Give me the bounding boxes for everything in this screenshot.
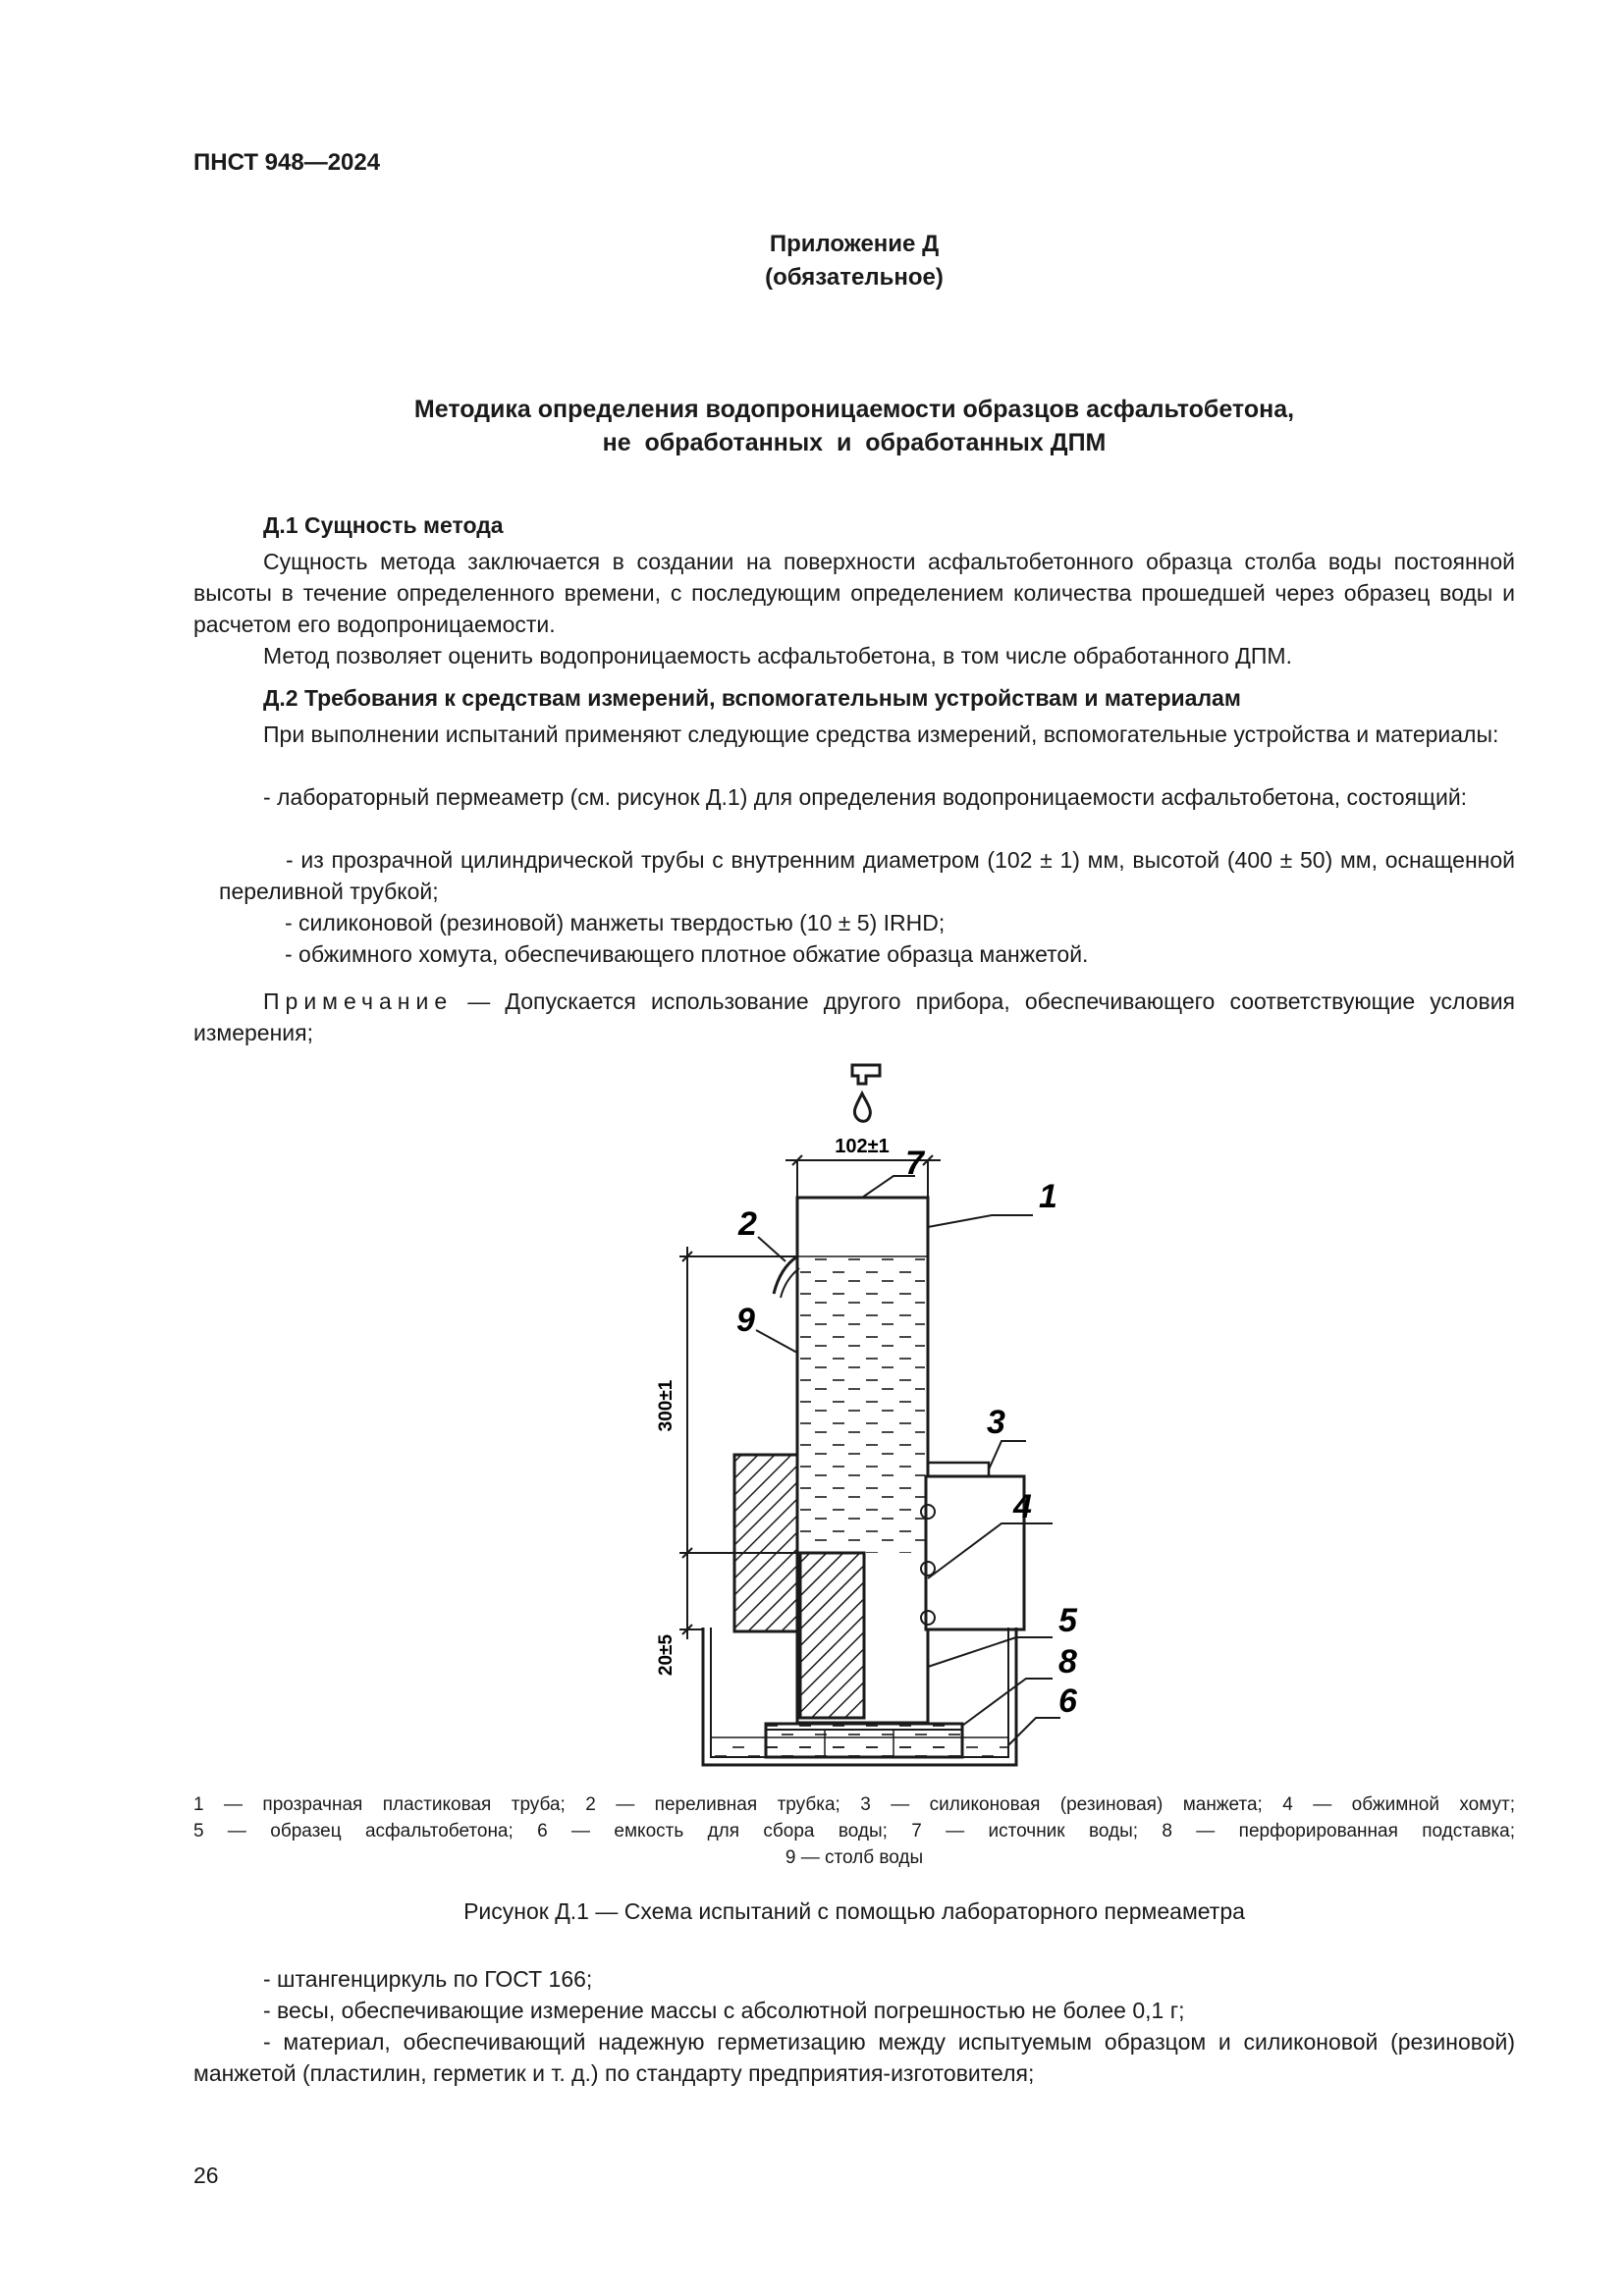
section-2-heading: Д.2 Требования к средствам измерений, вспомогательным устройствам и материалам — [263, 685, 1241, 711]
permeameter-diagram — [628, 1050, 1100, 1777]
legend-line-1: 1 — прозрачная пластиковая труба; 2 — переливная трубка; 3 — силиконовая (резиновая) манжета; 4 — обжимной хомут; — [193, 1794, 1515, 1815]
section-2-p1-text: При выполнении испытаний применяют следующие средства измерений, вспомогательные устройства и материалы: — [263, 721, 1499, 747]
sub-item-cuff: - силиконовой (резиновой) манжеты твердостью (10 ± 5) IRHD; — [285, 910, 946, 935]
permeameter-item-text: - лабораторный пермеаметр (см. рисунок Д.1) для определения водопроницаемости асфальтобетона, состоящий: — [263, 784, 1468, 810]
section-1-p1-text: Сущность метода заключается в создании на поверхности асфальтобетонного образца столба воды постоянной высоты в течение определенного времени, с последующим определением количества прошедшей через образец воды и расчетом его водопроницаемости. — [193, 549, 1515, 637]
asphalt-sample — [800, 1553, 864, 1718]
note — [193, 986, 1515, 1048]
list-item-caliper: - штангенциркуль по ГОСТ 166; — [263, 1966, 593, 1992]
section-1-paragraph-2 — [193, 640, 1515, 671]
water-source-icon — [852, 1065, 880, 1121]
method-title-line2: не обработанных и обработанных ДПМ — [602, 429, 1107, 456]
label-6: 6 — [1058, 1682, 1077, 1720]
legend-line-3: 9 — столб воды — [785, 1847, 924, 1868]
list-item-material — [193, 2026, 1515, 2089]
sub-item-tube: - из прозрачной цилиндрической трубы с внутренним диаметром (102 ± 1) мм, высотой (400 ± 50) мм, оснащенной переливной трубкой; — [219, 847, 1515, 904]
note-text: — Допускается использование другого прибора, обеспечивающего соответствующие условия измерения; — [193, 988, 1515, 1045]
section-1-heading: Д.1 Сущность метода — [263, 512, 504, 538]
label-8: 8 — [1058, 1643, 1077, 1681]
permeameter-item — [193, 781, 1515, 813]
method-title — [193, 393, 1515, 459]
list-item-scales: - весы, обеспечивающие измерение массы с абсолютной погрешностью не более 0,1 г; — [263, 1998, 1185, 2023]
figure-legend — [193, 1791, 1515, 1871]
overflow-tube — [774, 1256, 797, 1294]
label-3: 3 — [987, 1404, 1005, 1441]
sub-item-clamp: - обжимного хомута, обеспечивающего плотное обжатие образца манжетой. — [285, 941, 1089, 967]
label-4: 4 — [1013, 1488, 1032, 1525]
diameter-label: 102±1 — [835, 1136, 890, 1157]
height-label: 300±1 — [656, 1379, 677, 1432]
section-1-paragraph-1 — [193, 546, 1515, 640]
label-7: 7 — [905, 1145, 924, 1182]
water-column — [800, 1256, 925, 1553]
annex-status: (обязательное) — [765, 264, 944, 291]
annex-title: Приложение Д — [769, 231, 940, 257]
annex-heading — [193, 228, 1515, 294]
clamp — [926, 1476, 1024, 1629]
label-9: 9 — [736, 1302, 755, 1339]
label-2: 2 — [738, 1205, 757, 1243]
legend-line-2: 5 — образец асфальтобетона; 6 — емкость для сбора воды; 7 — источник воды; 8 — перфорированная подставка; — [193, 1821, 1515, 1842]
label-1: 1 — [1039, 1178, 1057, 1215]
figure-caption: Рисунок Д.1 — Схема испытаний с помощью лабораторного пермеаметра — [463, 1898, 1245, 1924]
gap-label: 20±5 — [656, 1633, 677, 1677]
label-5: 5 — [1058, 1602, 1077, 1639]
note-label: Примечание — [263, 988, 454, 1014]
silicone-cuff — [734, 1455, 797, 1631]
standard-code: ПНСТ 948—2024 — [193, 149, 381, 176]
method-title-line1: Методика определения водопроницаемости образцов асфальтобетона, — [413, 396, 1295, 423]
page-number: 26 — [193, 2163, 219, 2188]
list-item-material-text: - материал, обеспечивающий надежную герметизацию между испытуемым образцом и силиконовой (резиновой) манжетой (пластилин, герметик и т. д.) по стандарту предприятия-изготовителя; — [193, 2029, 1515, 2086]
section-1-p2-text: Метод позволяет оценить водопроницаемость асфальтобетона, в том числе обработанного ДПМ. — [263, 643, 1292, 668]
section-2-paragraph-1 — [193, 719, 1515, 750]
